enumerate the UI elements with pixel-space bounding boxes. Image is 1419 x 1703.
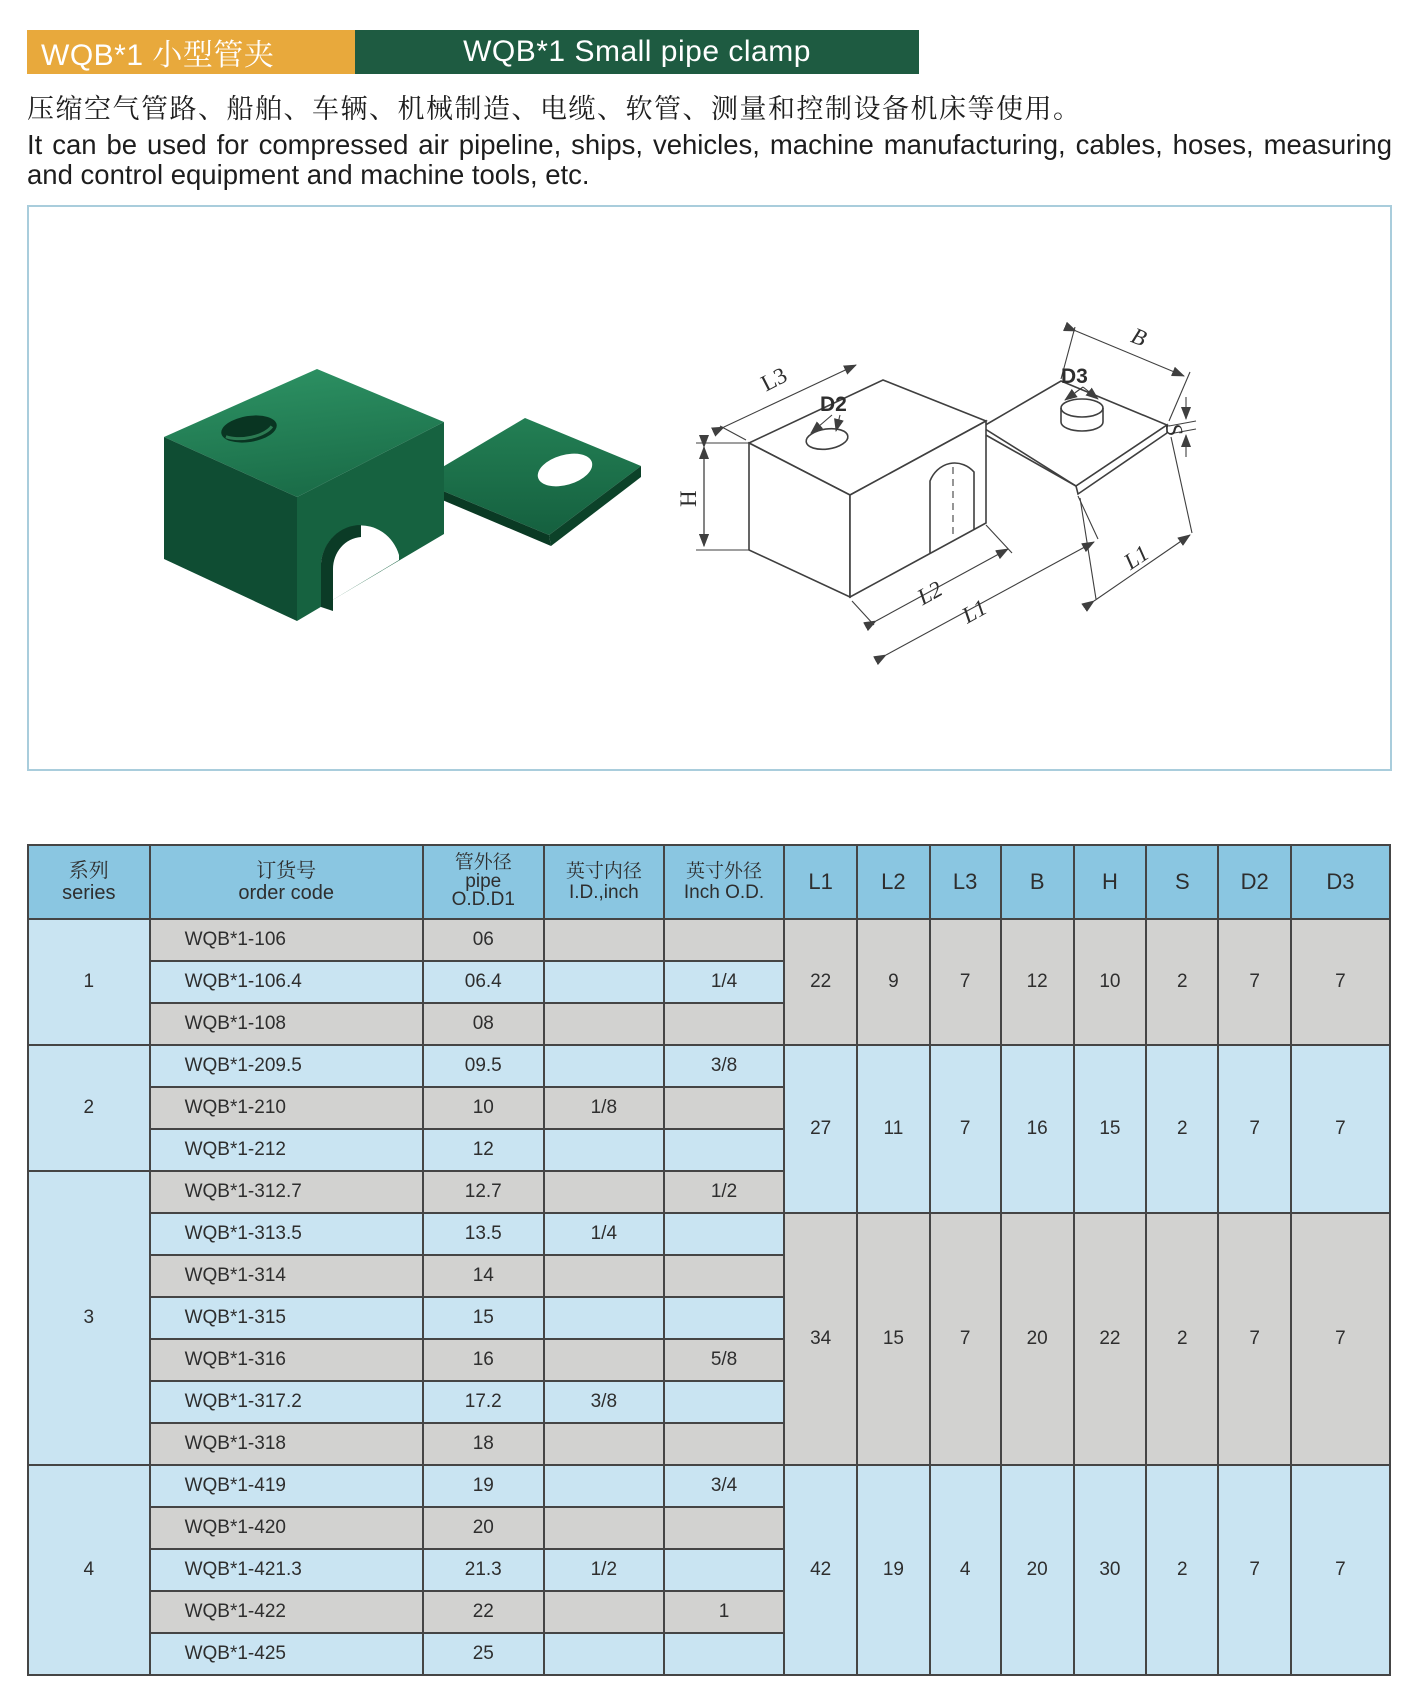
dim-label-h: H [676, 490, 701, 507]
dim-label-s: S [1160, 421, 1188, 438]
order-code-cell: WQB*1-422 [150, 1591, 423, 1633]
clamp-strap [419, 418, 641, 546]
col-header-s: S [1146, 845, 1218, 919]
dim-l3-cell: 7 [930, 1213, 1001, 1465]
dim-label-d2: D2 [820, 393, 847, 416]
inch-od-cell: 5/8 [664, 1339, 784, 1381]
inch-od-cell [664, 1297, 784, 1339]
dim-l2-cell: 19 [857, 1465, 929, 1675]
id-inch-cell: 1/2 [544, 1549, 664, 1591]
dim-b-cell: 20 [1001, 1465, 1074, 1675]
table-row [28, 1045, 1390, 1087]
inch-od-cell [664, 1129, 784, 1171]
order-code-cell: WQB*1-210 [150, 1087, 423, 1129]
dim-label-b: B [1127, 322, 1151, 352]
dim-label-l1-right: L1 [1119, 540, 1154, 575]
pipe-od-cell: 17.2 [423, 1381, 544, 1423]
dim-d2-cell: 7 [1218, 1045, 1290, 1213]
pipe-od-cell: 12 [423, 1129, 544, 1171]
dim-h-cell: 30 [1074, 1465, 1146, 1675]
col-header-pipe: 管外径 pipe O.D.D1 [423, 845, 544, 919]
pipe-od-cell: 09.5 [423, 1045, 544, 1087]
inch-od-cell [664, 1549, 784, 1591]
dim-l1-cell: 27 [784, 1045, 857, 1213]
id-inch-cell: 1/4 [544, 1213, 664, 1255]
pipe-od-cell: 06 [423, 919, 544, 961]
id-inch-cell [544, 1297, 664, 1339]
id-inch-cell [544, 1423, 664, 1465]
page-title-zh: WQB*1 小型管夹 [41, 39, 275, 72]
dim-l3-cell: 7 [930, 919, 1001, 1045]
dim-l3-cell: 7 [930, 1045, 1001, 1213]
col-header-series: 系列 series [28, 845, 150, 919]
description-en: It can be used for compressed air pipeline, ships, vehicles, machine manufacturing, cables, hoses, measuring and control equipment and machine tools, etc. [27, 129, 1392, 190]
inch-od-cell: 1/2 [664, 1171, 784, 1213]
table-header-row [28, 845, 1390, 919]
table-row [28, 1213, 1390, 1255]
order-code-cell: WQB*1-420 [150, 1507, 423, 1549]
id-inch-cell [544, 919, 664, 961]
id-inch-cell [544, 1003, 664, 1045]
inch-od-cell [664, 1423, 784, 1465]
inch-od-cell: 1/4 [664, 961, 784, 1003]
inch-od-cell: 1 [664, 1591, 784, 1633]
id-inch-cell [544, 1507, 664, 1549]
id-inch-cell [544, 1045, 664, 1087]
pipe-od-cell: 19 [423, 1465, 544, 1507]
order-code-cell: WQB*1-419 [150, 1465, 423, 1507]
description-zh: 压缩空气管路、船舶、车辆、机械制造、电缆、软管、测量和控制设备机床等使用。 [27, 94, 1082, 124]
id-inch-cell: 3/8 [544, 1381, 664, 1423]
id-inch-cell [544, 1633, 664, 1675]
id-inch-cell [544, 961, 664, 1003]
pipe-od-cell: 13.5 [423, 1213, 544, 1255]
page-header [27, 30, 1419, 74]
dim-l3-cell: 4 [930, 1465, 1001, 1675]
dim-l2-cell: 15 [857, 1213, 929, 1465]
pipe-od-cell: 12.7 [423, 1171, 544, 1213]
col-header-l2: L2 [857, 845, 929, 919]
order-code-cell: WQB*1-106 [150, 919, 423, 961]
col-header-d2: D2 [1218, 845, 1290, 919]
dim-l1-cell: 22 [784, 919, 857, 1045]
dim-h-cell: 22 [1074, 1213, 1146, 1465]
dim-l2-cell: 9 [857, 919, 929, 1045]
id-inch-cell [544, 1339, 664, 1381]
order-code-cell: WQB*1-209.5 [150, 1045, 423, 1087]
dim-label-d3: D3 [1061, 365, 1088, 388]
id-inch-cell [544, 1465, 664, 1507]
inch-od-cell [664, 1507, 784, 1549]
dim-l1-cell: 34 [784, 1213, 857, 1465]
dim-d3-cell: 7 [1291, 919, 1390, 1045]
dim-b-cell: 20 [1001, 1213, 1074, 1465]
title-en-bar [355, 30, 919, 74]
pipe-od-cell: 08 [423, 1003, 544, 1045]
col-header-l1: L1 [784, 845, 857, 919]
series-cell: 1 [28, 919, 150, 1045]
pipe-od-cell: 06.4 [423, 961, 544, 1003]
series-cell: 3 [28, 1171, 150, 1465]
inch-od-cell [664, 1255, 784, 1297]
id-inch-cell [544, 1255, 664, 1297]
dim-l1-cell: 42 [784, 1465, 857, 1675]
dim-d3-cell: 7 [1291, 1465, 1390, 1675]
pipe-od-cell: 20 [423, 1507, 544, 1549]
order-code-cell: WQB*1-312.7 [150, 1171, 423, 1213]
dim-b-cell: 12 [1001, 919, 1074, 1045]
dim-b-cell: 16 [1001, 1045, 1074, 1213]
dim-label-l2: L2 [913, 576, 947, 610]
pipe-od-cell: 16 [423, 1339, 544, 1381]
order-code-cell: WQB*1-425 [150, 1633, 423, 1675]
order-code-cell: WQB*1-315 [150, 1297, 423, 1339]
order-code-cell: WQB*1-314 [150, 1255, 423, 1297]
spec-table [27, 844, 1391, 1676]
product-photo-green-clamp [109, 319, 669, 639]
dim-d2-cell: 7 [1218, 1465, 1290, 1675]
order-code-cell: WQB*1-421.3 [150, 1549, 423, 1591]
pipe-od-cell: 21.3 [423, 1549, 544, 1591]
catalog-page [0, 30, 1419, 1676]
dim-d3-cell: 7 [1291, 1213, 1390, 1465]
order-code-cell: WQB*1-316 [150, 1339, 423, 1381]
dim-h-cell: 10 [1074, 919, 1146, 1045]
pipe-od-cell: 14 [423, 1255, 544, 1297]
dim-s-cell: 2 [1146, 919, 1218, 1045]
table-row [28, 919, 1390, 961]
id-inch-cell: 1/8 [544, 1087, 664, 1129]
dim-s-cell: 2 [1146, 1465, 1218, 1675]
pipe-od-cell: 15 [423, 1297, 544, 1339]
order-code-cell: WQB*1-108 [150, 1003, 423, 1045]
col-header-b: B [1001, 845, 1074, 919]
drawing-strap-plate [982, 381, 1167, 494]
id-inch-cell [544, 1129, 664, 1171]
col-header-l3: L3 [930, 845, 1001, 919]
dim-label-l3: L3 [756, 362, 792, 397]
order-code-cell: WQB*1-212 [150, 1129, 423, 1171]
inch-od-cell [664, 1003, 784, 1045]
pipe-od-cell: 18 [423, 1423, 544, 1465]
series-cell: 4 [28, 1465, 150, 1675]
inch-od-cell: 3/8 [664, 1045, 784, 1087]
order-code-cell: WQB*1-317.2 [150, 1381, 423, 1423]
inch-od-cell [664, 919, 784, 961]
col-header-d3: D3 [1291, 845, 1390, 919]
dim-l2-cell: 11 [857, 1045, 929, 1213]
table-row [28, 1465, 1390, 1507]
order-code-cell: WQB*1-318 [150, 1423, 423, 1465]
col-header-od: 英寸外径 Inch O.D. [664, 845, 784, 919]
dim-d3-cell: 7 [1291, 1045, 1390, 1213]
col-header-id: 英寸内径 I.D.,inch [544, 845, 664, 919]
dim-d2-cell: 7 [1218, 1213, 1290, 1465]
col-header-order: 订货号 order code [150, 845, 423, 919]
dim-label-l1-bottom: L1 [957, 594, 992, 629]
inch-od-cell [664, 1087, 784, 1129]
dim-d2-cell: 7 [1218, 919, 1290, 1045]
order-code-cell: WQB*1-313.5 [150, 1213, 423, 1255]
pipe-od-cell: 25 [423, 1633, 544, 1675]
inch-od-cell [664, 1633, 784, 1675]
page-title-en: WQB*1 Small pipe clamp [463, 35, 811, 68]
clamp-body [164, 369, 444, 621]
pipe-od-cell: 22 [423, 1591, 544, 1633]
inch-od-cell: 3/4 [664, 1465, 784, 1507]
inch-od-cell [664, 1213, 784, 1255]
pipe-od-cell: 10 [423, 1087, 544, 1129]
col-header-h: H [1074, 845, 1146, 919]
order-code-cell: WQB*1-106.4 [150, 961, 423, 1003]
drawing-clamp-body [749, 380, 986, 597]
id-inch-cell [544, 1171, 664, 1213]
id-inch-cell [544, 1591, 664, 1633]
product-figure-box [27, 205, 1392, 771]
technical-drawing [624, 269, 1204, 669]
inch-od-cell [664, 1381, 784, 1423]
title-zh-bar [27, 30, 355, 74]
series-cell: 2 [28, 1045, 150, 1171]
dim-h-cell: 15 [1074, 1045, 1146, 1213]
dim-s-cell: 2 [1146, 1213, 1218, 1465]
dim-s-cell: 2 [1146, 1045, 1218, 1213]
